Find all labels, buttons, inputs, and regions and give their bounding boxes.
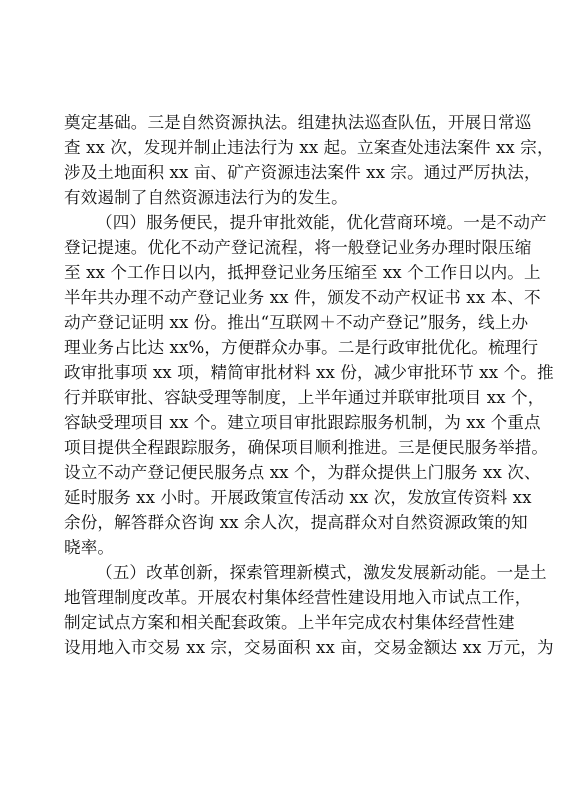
body-text-line: 政审批事项 xx 项，精简审批材料 xx 份，减少审批环节 xx 个。推 <box>64 363 554 382</box>
body-text-line: 地管理制度改革。开展农村集体经营性建设用地入市试点工作， <box>64 588 532 607</box>
body-text-line: 查 xx 次，发现并制止违法行为 xx 起。立案查处违法案件 xx 宗， <box>64 138 554 157</box>
body-text-line: 余份，解答群众咨询 xx 余人次，提高群众对自然资源政策的知 <box>64 513 528 532</box>
body-text-line: 半年共办理不动产登记业务 xx 件，颁发不动产权证书 xx 本、不 <box>64 288 541 307</box>
body-text-line: 行并联审批、容缺受理等制度，上半年通过并联审批项目 xx 个， <box>64 388 545 407</box>
body-text-line: 项目提供全程跟踪服务，确保项目顺利推进。三是便民服务举措。 <box>64 438 549 457</box>
body-text-line: 登记提速。优化不动产登记流程，将一般登记业务办理时限压缩 <box>64 238 532 257</box>
body-text-line: 理业务占比达 xx%，方便群众办事。二是行政审批优化。梳理行 <box>64 338 539 357</box>
body-text-line: 容缺受理项目 xx 个。建立项目审批跟踪服务机制，为 xx 个重点 <box>64 413 541 432</box>
body-text-line: 晓率。 <box>64 538 115 557</box>
body-text-line: 制定试点方案和相关配套政策。上半年完成农村集体经营性建 <box>64 613 515 632</box>
section-heading-line: （五）改革创新，探索管理新模式，激发发展新动能。一是土 <box>96 563 547 582</box>
body-text-line: 至 xx 个工作日以内，抵押登记业务压缩至 xx 个工作日以内。上 <box>64 263 541 282</box>
body-text-line: 设立不动产登记便民服务点 xx 个，为群众提供上门服务 xx 次、 <box>64 463 541 482</box>
body-text-line: 涉及土地面积 xx 亩、矿产资源违法案件 xx 宗。通过严厉执法， <box>64 163 541 182</box>
section-heading-line: （四）服务便民，提升审批效能，优化营商环境。一是不动产 <box>96 213 547 232</box>
body-text-line: 有效遏制了自然资源违法行为的发生。 <box>64 188 348 207</box>
body-text-line: 延时服务 xx 小时。开展政策宣传活动 xx 次，发放宣传资料 xx <box>64 488 532 507</box>
body-text-line: 设用地入市交易 xx 宗，交易面积 xx 亩，交易金额达 xx 万元，为 <box>64 638 554 657</box>
body-text-line: 动产登记证明 xx 份。推出“互联网＋不动产登记”服务，线上办 <box>64 313 529 332</box>
body-text-line: 奠定基础。三是自然资源执法。组建执法巡查队伍，开展日常巡 <box>64 113 532 132</box>
